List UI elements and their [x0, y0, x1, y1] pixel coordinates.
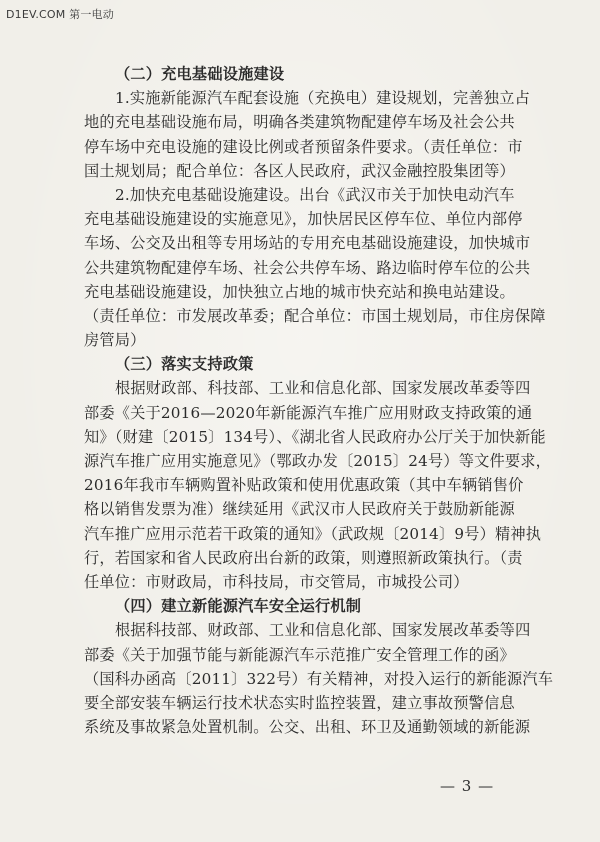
paragraph-line: 车场、公交及出租等专用场站的专用充电基础设施建设，加快城市 [84, 234, 531, 253]
page-number: — 3 — [440, 777, 495, 795]
document-body [84, 62, 564, 739]
paragraph-line: 部委《关于加强节能与新能源汽车示范推广安全管理工作的函》 [84, 645, 515, 664]
paragraph-line: 公共建筑物配建停车场、社会公共停车场、路边临时停车位的公共 [84, 258, 531, 277]
paragraph-line: 充电基础设施建设的实施意见》，加快居民区停车位、单位内部停 [84, 210, 523, 229]
paragraph-line: 汽车推广应用示范若干政策的通知》（武政规〔2014〕9号）精神执 [84, 524, 542, 543]
paragraph-line: 地的充电基础设施布局，明确各类建筑物配建停车场及社会公共 [84, 113, 515, 132]
section-heading: （二）充电基础设施建设 [115, 65, 285, 83]
watermark: D1EV.COM 第一电动 [6, 8, 114, 21]
paragraph-line: 部委《关于2016—2020年新能源汽车推广应用财政支持政策的通 [84, 403, 533, 422]
paragraph-line: 行，若国家和省人民政府出台新的政策，则遵照新政策执行。（责 [84, 548, 523, 567]
section-heading: （四）建立新能源汽车安全运行机制 [115, 597, 362, 616]
paragraph-line: （责任单位：市发展改革委；配合单位：市国土规划局，市住房保障 [84, 306, 546, 325]
paragraph-line: 2016年我市车辆购置补贴政策和使用优惠政策（其中车辆销售价 [84, 476, 524, 495]
paragraph-line: 2.加快充电基础设施建设。出台《武汉市关于加快电动汽车 [115, 185, 515, 204]
paragraph-line: 1.实施新能源汽车配套设施（充换电）建设规划，完善独立占 [115, 89, 530, 108]
paragraph-line: 房管局） [84, 331, 146, 350]
paragraph-line: 根据科技部、财政部、工业和信息化部、国家发展改革委等四 [115, 621, 531, 640]
paragraph-line: 要全部安装车辆运行技术状态实时监控装置，建立事故预警信息 [84, 693, 515, 712]
paragraph-line: 国土规划局；配合单位：各区人民政府，武汉金融控股集团等） [84, 161, 515, 180]
section-heading: （三）落实支持政策 [115, 355, 254, 374]
paragraph-line: 停车场中充电设施的建设比例或者预留条件要求。（责任单位：市 [84, 137, 523, 156]
paragraph-line: 根据财政部、科技部、工业和信息化部、国家发展改革委等四 [115, 379, 531, 398]
paragraph-line: 知》（财建〔2015〕134号）、《湖北省人民政府办公厅关于加快新能 [84, 427, 546, 446]
paragraph-line: 格以销售发票为准）继续延用《武汉市人民政府关于鼓励新能源 [84, 500, 515, 519]
paragraph-line: 源汽车推广应用实施意见》（鄂政办发〔2015〕24号）等文件要求， [84, 452, 552, 470]
paragraph-line: 任单位：市财政局，市科技局，市交管局，市城投公司） [84, 572, 469, 591]
paragraph-line: 系统及事故紧急处置机制。公交、出租、环卫及通勤领域的新能源 [84, 718, 531, 737]
paragraph-line: 充电基础设施建设，加快独立占地的城市快充站和换电站建设。 [84, 282, 515, 301]
paragraph-line: （国科办函高〔2011〕322号）有关精神，对投入运行的新能源汽车 [84, 669, 554, 688]
